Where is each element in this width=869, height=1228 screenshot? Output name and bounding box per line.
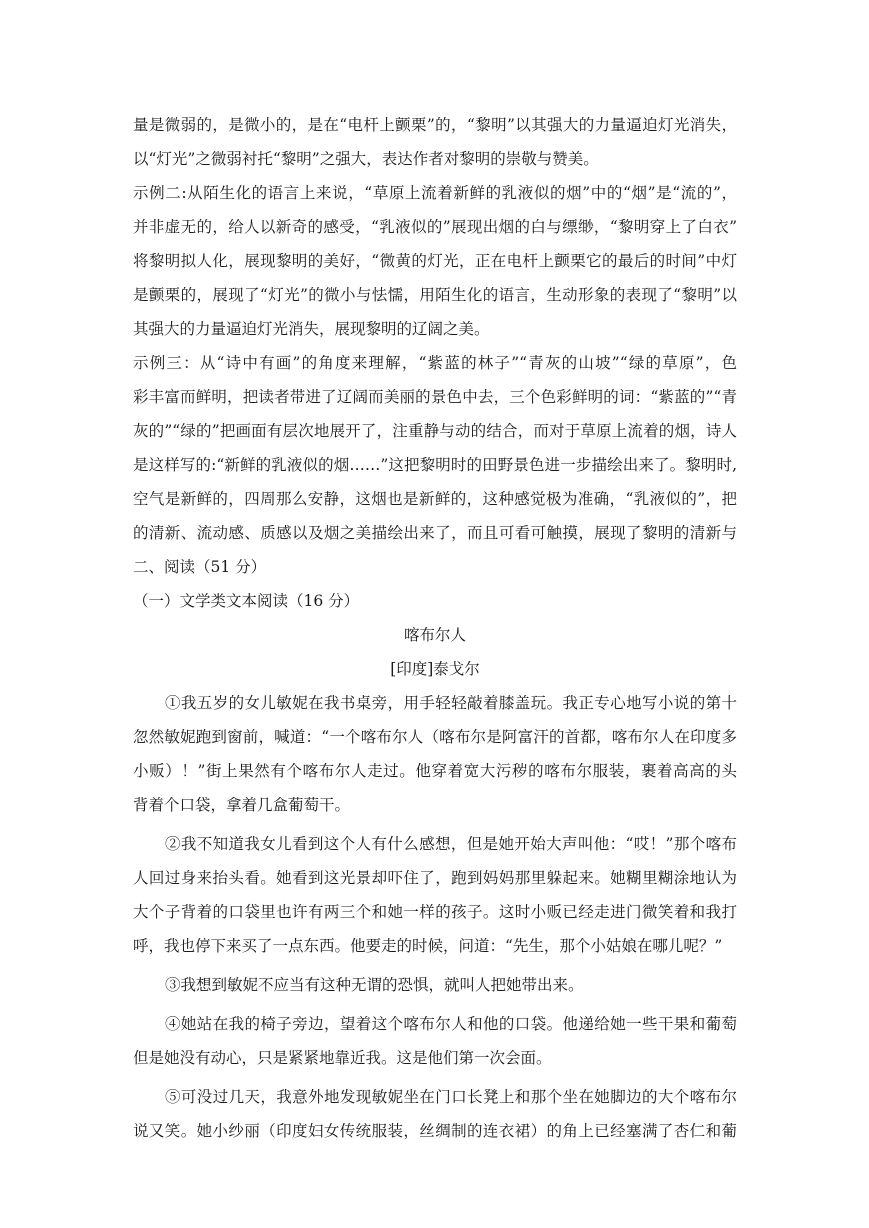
example-three-paragraph xyxy=(133,346,737,550)
text-line: 呼，我也停下来买了一点东西。他要走的时候，问道：“先生，那个小姑娘在哪儿呢？” xyxy=(133,937,723,955)
subsection-heading: （一）文学类文本阅读（16 分） xyxy=(133,592,360,610)
story-title: 喀布尔人 xyxy=(403,626,466,644)
text-line: 背着个口袋，拿着几盒葡萄干。 xyxy=(133,796,351,814)
text-line: 将黎明拟人化，展现黎明的美好，“微黄的灯光，正在电杆上颤栗它的最后的时间”中灯 xyxy=(133,252,737,270)
text-line: 的清新、流动感、质感以及烟之美描绘出来了，而且可看可触摸，展现了黎明的清新与 xyxy=(133,524,737,542)
story-paragraph-5 xyxy=(133,1080,737,1148)
text-line: 灰的”“绿的”把画面有层次地展开了，注重静与动的结合，而对于草原上流着的烟，诗人 xyxy=(133,422,737,440)
text-line: ①我五岁的女儿敏妮在我书桌旁，用手轻轻敲着膝盖玩。我正专心地写小说的第十 xyxy=(165,694,737,712)
text-line: 说又笑。她小纱丽（印度妇女传统服装，丝绸制的连衣裙）的角上已经塞满了杏仁和葡 xyxy=(133,1122,737,1140)
text-line: 并非虚无的，给人以新奇的感受，“乳液似的”展现出烟的白与缥缈，“黎明穿上了白衣” xyxy=(133,218,737,236)
text-line: 小贩）！”街上果然有个喀布尔人走过。他穿着宽大污秽的喀布尔服装，裹着高高的头 xyxy=(133,762,737,780)
text-line: ④她站在我的椅子旁边，望着这个喀布尔人和他的口袋。他递给她一些干果和葡萄 xyxy=(165,1015,737,1033)
text-line: 示例二:从陌生化的语言上来说，“草原上流着新鲜的乳液似的烟”中的“烟”是“流的”， xyxy=(133,184,737,202)
text-line: 是这样写的:“新鲜的乳液似的烟……”这把黎明时的田野景色进一步描绘出来了。黎明时, xyxy=(133,456,737,474)
text-line: 空气是新鲜的，四周那么安静，这烟也是新鲜的，这种感觉极为准确，“乳液似的”，把 xyxy=(133,490,737,508)
text-line: ⑤可没过几天，我意外地发现敏妮坐在门口长凳上和那个坐在她脚边的大个喀布尔 xyxy=(165,1088,737,1106)
story-paragraph-2 xyxy=(133,827,737,963)
document-body xyxy=(133,108,737,1148)
text-line: ②我不知道我女儿看到这个人有什么感想，但是她开始大声叫他：“哎！”那个喀布 xyxy=(165,835,737,853)
text-line: 人回过身来抬头看。她看到这光景却吓住了，跑到妈妈那里躲起来。她糊里糊涂地认为 xyxy=(133,869,737,887)
text-line: 以“灯光”之微弱衬托“黎明”之强大，表达作者对黎明的崇敬与赞美。 xyxy=(133,150,599,168)
example-two-paragraph xyxy=(133,176,737,346)
text-line: 其强大的力量逼迫灯光消失，展现黎明的辽阔之美。 xyxy=(133,320,490,338)
section-heading: 二、阅读（51 分） xyxy=(133,558,267,576)
story-paragraph-4 xyxy=(133,1007,737,1075)
story-author: [印度]泰戈尔 xyxy=(390,660,480,678)
text-line: 忽然敏妮跑到窗前，喊道：“一个喀布尔人（喀布尔是阿富汗的首都，喀布尔人在印度多 xyxy=(133,728,737,746)
intro-paragraph xyxy=(133,108,737,176)
text-line: 但是她没有动心，只是紧紧地靠近我。这是他们第一次会面。 xyxy=(133,1049,552,1067)
text-line: 是颤栗的，展现了“灯光”的微小与怯懦，用陌生化的语言，生动形象的表现了“黎明”以 xyxy=(133,286,737,304)
text-line: 彩丰富而鲜明，把读者带进了辽阔而美丽的景色中去，三个色彩鲜明的词：“紫蓝的”“青 xyxy=(133,388,737,406)
text-line: 量是微弱的，是微小的，是在“电杆上颤栗”的，“黎明”以其强大的力量逼迫灯光消失， xyxy=(133,116,737,134)
story-paragraph-1 xyxy=(133,686,737,822)
text-line: 大个子背着的口袋里也许有两三个和她一样的孩子。这时小贩已经走进门微笑着和我打 xyxy=(133,903,737,921)
story-paragraph-3 xyxy=(133,968,737,1002)
text-line: 示例三：从“诗中有画”的角度来理解，“紫蓝的林子”“青灰的山坡”“绿的草原”，色 xyxy=(133,354,737,372)
text-line: ③我想到敏妮不应当有这种无谓的恐惧，就叫人把她带出来。 xyxy=(165,976,584,994)
